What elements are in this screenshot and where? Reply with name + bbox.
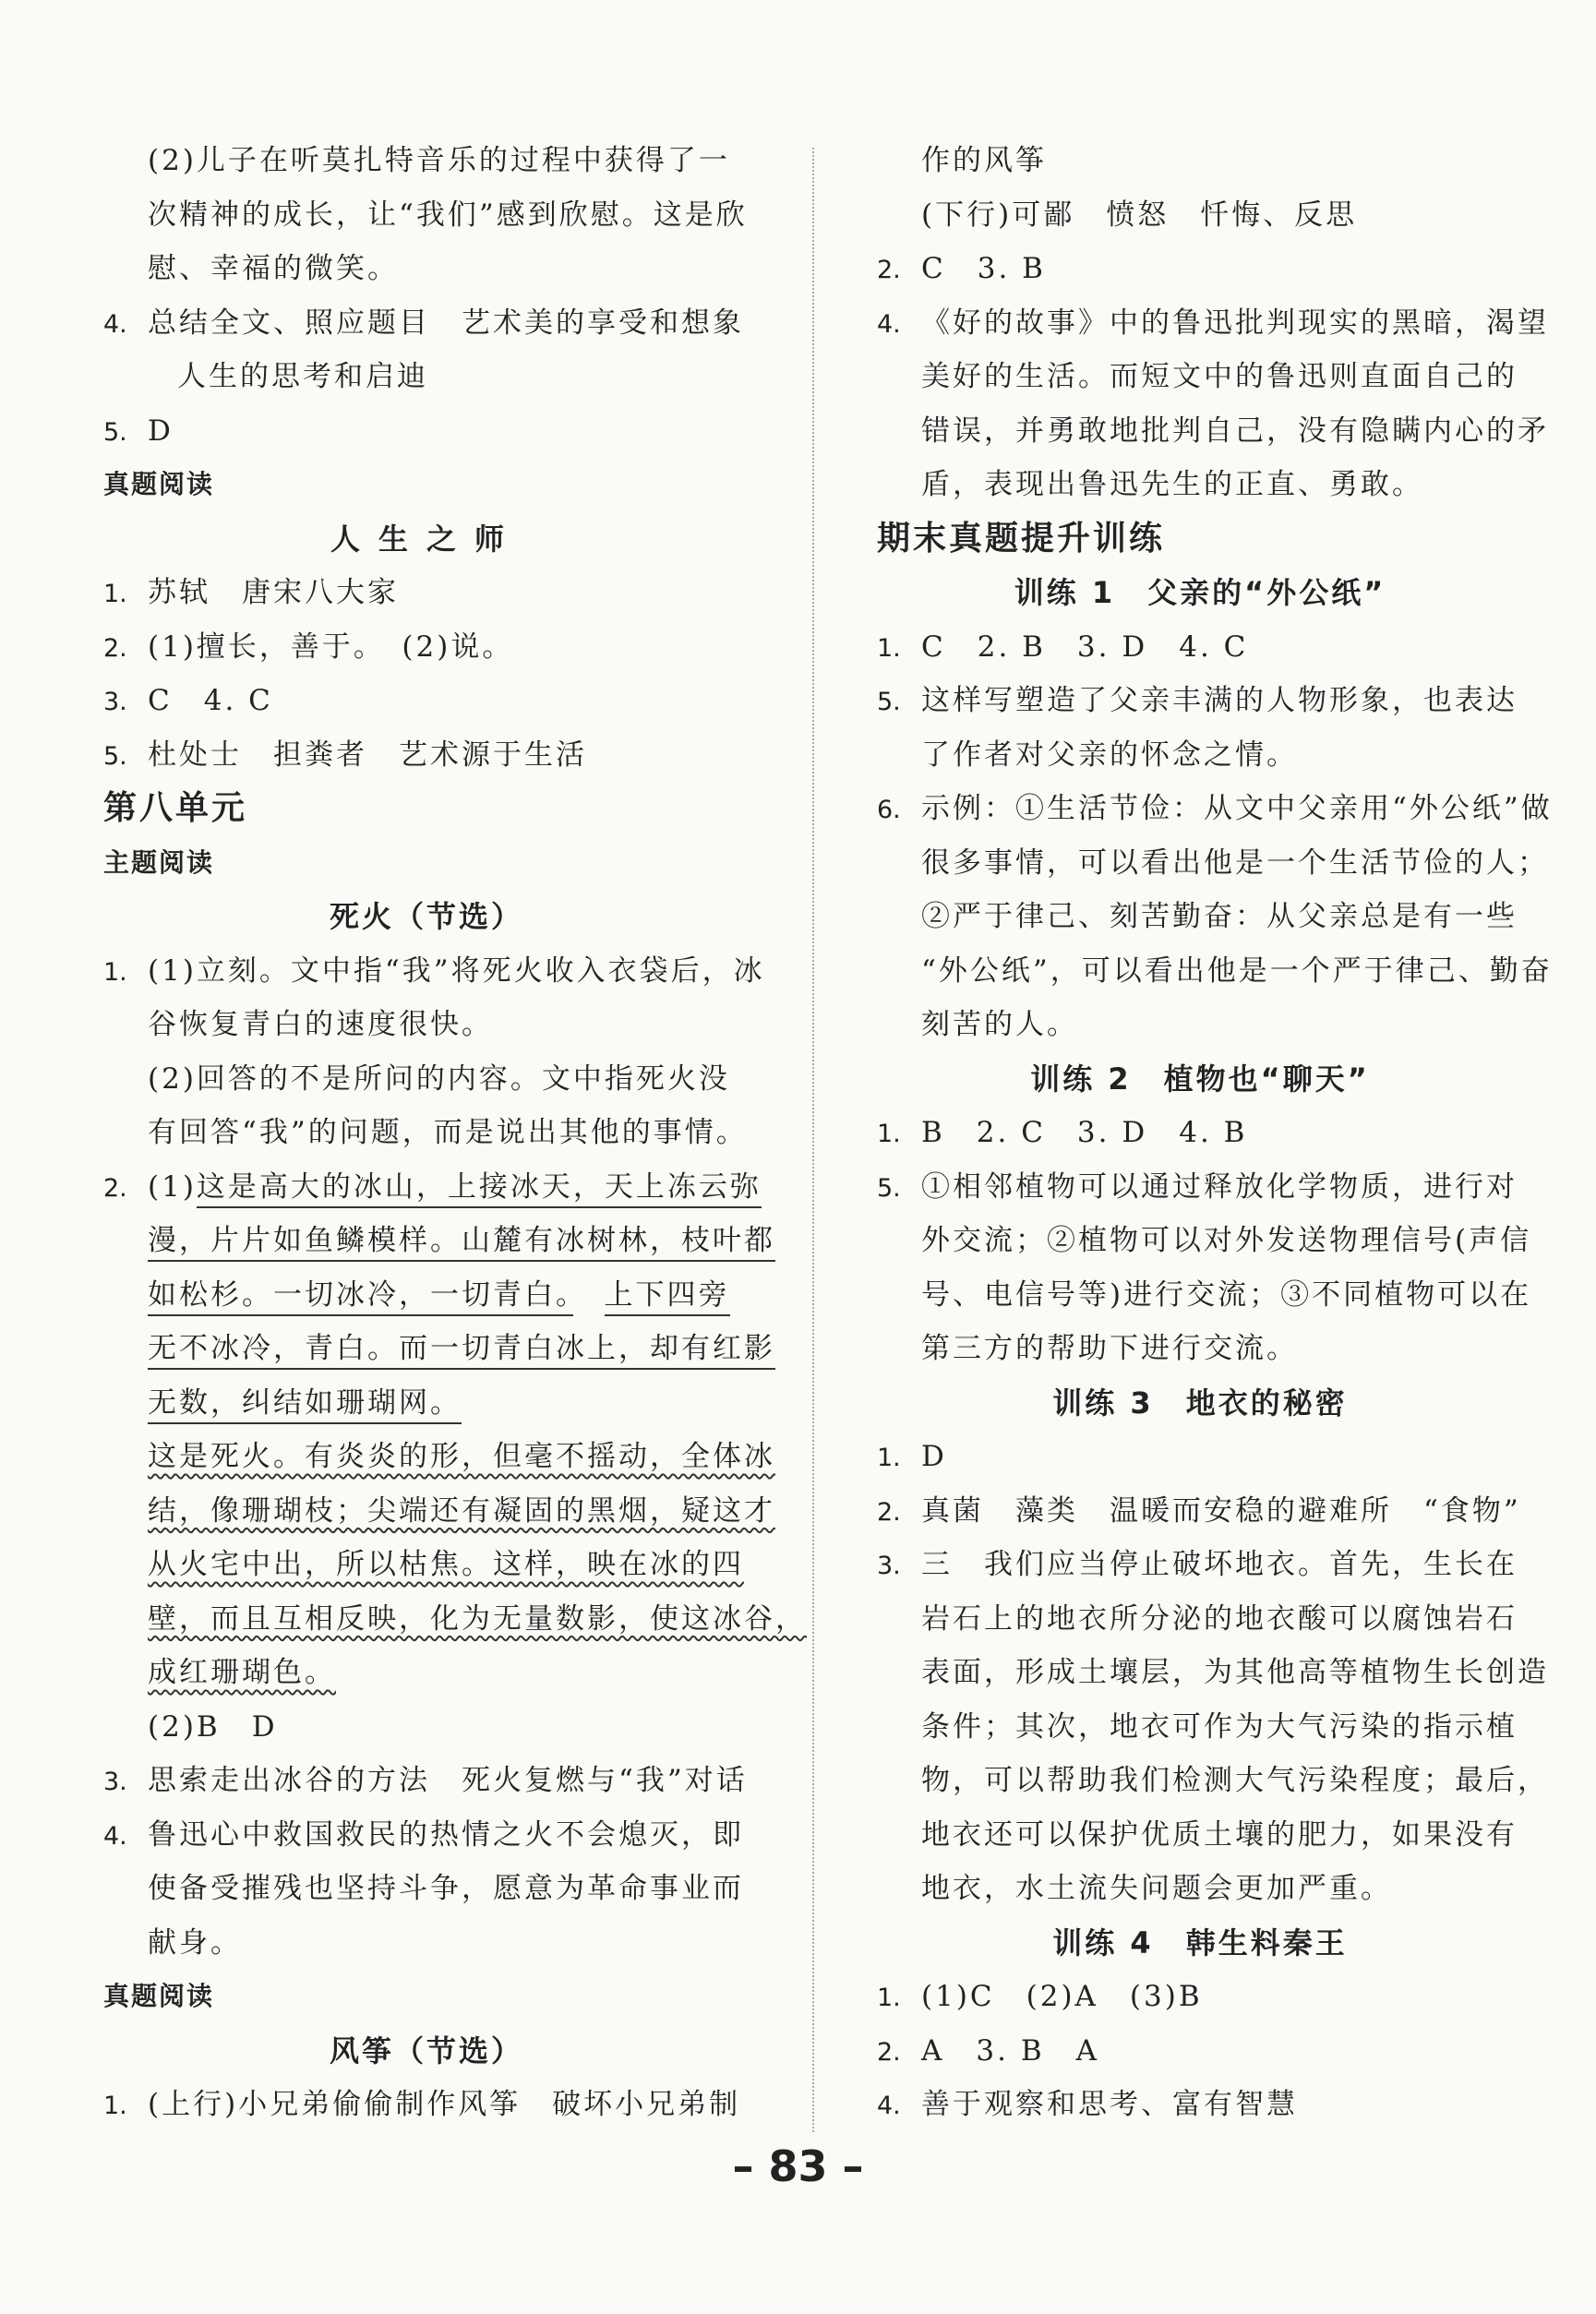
answer-text: 地衣，水土流失问题会更加严重。 <box>921 1872 1392 1905</box>
answer-text: 外交流；②植物可以对外发送物理信号(声信 <box>921 1224 1532 1257</box>
answer-item <box>103 674 750 728</box>
answer-text: (2)回答的不是所问的内容。文中指死火没 <box>148 1061 730 1096</box>
answer-item <box>877 674 1523 728</box>
answer-item <box>877 242 1523 296</box>
underlined-text: 无不冰冷，青白。而一切青白冰上，却有红影 <box>148 1332 775 1370</box>
training-title: 训练 3 地衣的秘密 <box>1052 1385 1348 1421</box>
answer-text: C 4. C <box>148 684 273 717</box>
item-number: 4. <box>877 309 901 339</box>
item-number: 3. <box>103 1768 127 1796</box>
wavy-underlined-text: 结，像珊瑚枝；尖端还有凝固的黑烟，疑这才 <box>148 1493 775 1528</box>
section-heading: 真题阅读 <box>103 469 215 499</box>
answer-text: “外公纸”，可以看出他是一个严于律己、勤奋 <box>921 953 1553 988</box>
answer-text: 很多事情，可以看出他是一个生活节俭的人； <box>921 845 1549 880</box>
answer-item <box>103 566 750 620</box>
section-heading: 主题阅读 <box>103 846 215 878</box>
item-number: 5. <box>877 688 901 716</box>
answer-text: (下行)可鄙 愤怒 忏悔、反思 <box>921 198 1358 232</box>
answer-text: (1)擅长，善于。 (2)说。 <box>148 629 514 664</box>
item-number: 5. <box>877 1173 901 1203</box>
answer-text: 这样写塑造了父亲丰满的人物形象，也表达 <box>921 684 1518 717</box>
item-number: 1. <box>103 580 127 608</box>
answer-item <box>103 620 750 675</box>
answer-text: 错误，并勇敢地批判自己，没有隐瞒内心的矛 <box>921 414 1549 448</box>
answer-item <box>877 1538 1523 1592</box>
wavy-underlined-text: 成红珊瑚色。 <box>148 1656 336 1689</box>
item-number: 1. <box>877 1444 901 1472</box>
answer-text: 地衣还可以保护优质土壤的肥力，如果没有 <box>921 1817 1518 1852</box>
answer-line <box>103 1430 775 1484</box>
underlined-text: 无数，纠结如珊瑚网。 <box>148 1386 462 1424</box>
answer-item <box>877 2024 1523 2079</box>
answer-text: ①相邻植物可以通过释放化学物质，进行对 <box>921 1169 1518 1204</box>
answer-text: 美好的生活。而短文中的鲁迅则直面自己的 <box>921 360 1518 393</box>
answer-text: 总结全文、照应题目 艺术美的享受和想象 <box>148 306 744 340</box>
answer-text: 盾，表现出鲁迅先生的正直、勇敢。 <box>921 468 1423 501</box>
answer-text: 物，可以帮助我们检测大气污染程度；最后， <box>921 1764 1549 1797</box>
item-number: 2. <box>103 1173 127 1203</box>
answer-text: 人生的思考和启迪 <box>177 360 428 393</box>
item-number: 1. <box>877 633 901 663</box>
answer-text: 使备受摧残也坚持斗争，愿意为革命事业而 <box>148 1872 744 1905</box>
answer-text: (上行)小兄弟偷偷制作风筝 破坏小兄弟制 <box>148 2088 741 2121</box>
wavy-underlined-text: 从火宅中出，所以枯焦。这样，映在冰的四 <box>148 1548 744 1581</box>
answer-item <box>103 1808 750 1863</box>
answer-text: (1)C (2)A (3)B <box>921 1980 1203 2013</box>
answer-item <box>103 728 750 783</box>
answer-text: D <box>148 414 174 448</box>
passage-title: 死火（节选） <box>329 899 523 934</box>
answer-line <box>103 1538 750 1592</box>
answer-line <box>103 1646 750 1700</box>
answer-item <box>103 2078 750 2132</box>
answer-text: D <box>921 1440 947 1473</box>
wavy-underlined-text: 壁，而且互相反映，化为无量数影，使这冰谷， <box>148 1601 807 1636</box>
answer-text: B 2. C 3. D 4. B <box>921 1116 1248 1149</box>
wavy-underlined-text: 这是死火。有炎炎的形，但毫不摇动，全体冰 <box>148 1440 775 1473</box>
answer-line <box>103 1376 750 1431</box>
answer-item <box>877 1970 1523 2024</box>
answer-text: 表面，形成土壤层，为其他高等植物生长创造 <box>921 1656 1549 1689</box>
answer-text: 真菌 藻类 温暖而安稳的避难所 “食物” <box>921 1493 1521 1528</box>
passage-title: 风筝（节选） <box>329 2032 523 2068</box>
answer-text: 第三方的帮助下进行交流。 <box>921 1332 1298 1365</box>
answer-text: 号、电信号等)进行交流；③不同植物可以在 <box>921 1277 1532 1312</box>
answer-item <box>103 404 750 459</box>
answer-item <box>877 782 1553 836</box>
answer-text: 献身。 <box>148 1925 242 1960</box>
answer-text: 岩石上的地衣所分泌的地衣酸可以腐蚀岩石 <box>921 1601 1518 1636</box>
training-title: 训练 1 父亲的“外公纸” <box>1014 575 1386 610</box>
answer-text: 示例：①生活节俭：从文中父亲用“外公纸”做 <box>921 792 1553 825</box>
answer-line <box>103 1484 775 1539</box>
item-number: 4. <box>877 2092 901 2120</box>
item-number: 3. <box>877 1552 901 1580</box>
answer-text: 思索走出冰谷的方法 死火复燃与“我”对话 <box>148 1764 748 1797</box>
underlined-text: 这是高大的冰山，上接冰天，天上冻云弥 <box>197 1170 762 1208</box>
item-number: 1. <box>877 1120 901 1148</box>
answer-line <box>103 1268 750 1323</box>
answer-item <box>103 1754 750 1808</box>
answer-text: 刻苦的人。 <box>921 1008 1078 1041</box>
answer-item <box>877 1160 1523 1215</box>
item-number: 3. <box>103 688 127 716</box>
unit-heading: 期末真题提升训练 <box>877 519 1166 558</box>
underlined-text: 漫，片片如鱼鳞模样。山麓有冰树林，枝叶都 <box>148 1224 775 1262</box>
answer-text: 了作者对父亲的怀念之情。 <box>921 737 1298 772</box>
left-column <box>103 134 807 2132</box>
answer-text: 作的风筝 <box>921 144 1047 177</box>
item-number: 1. <box>103 2092 127 2120</box>
answer-text: (2)儿子在听莫扎特音乐的过程中获得了一 <box>148 144 730 177</box>
answer-text: 苏轼 唐宋八大家 <box>148 576 399 609</box>
answer-text: 善于观察和思考、富有智慧 <box>921 2088 1298 2121</box>
answer-item <box>877 620 1523 675</box>
answer-text: A 3. B A <box>921 2033 1099 2068</box>
item-number: 6. <box>877 796 901 824</box>
sub-label: (1) <box>148 1169 197 1204</box>
answer-text: C 2. B 3. D 4. C <box>921 629 1249 664</box>
item-number: 1. <box>103 957 127 987</box>
answer-text: ②严于律己、刻苦勤奋：从父亲总是有一些 <box>921 900 1518 933</box>
item-number: 2. <box>877 1497 901 1527</box>
answer-text: 《好的故事》中的鲁迅批判现实的黑暗，渴望 <box>921 306 1549 340</box>
answer-item <box>877 296 1549 351</box>
answer-item <box>877 1106 1523 1160</box>
answer-line <box>103 1592 807 1647</box>
answer-item <box>103 296 750 351</box>
answer-text: (2)B D <box>148 1709 278 1744</box>
passage-title: 人生之师 <box>330 521 522 557</box>
answer-text: (1)立刻。文中指“我”将死火收入衣袋后，冰 <box>148 953 765 988</box>
answer-text: 慰、幸福的微笑。 <box>148 252 399 285</box>
column-divider <box>812 148 814 2132</box>
unit-heading: 第八单元 <box>103 789 248 827</box>
item-number: 5. <box>103 417 127 447</box>
item-number: 2. <box>877 256 901 284</box>
answer-text: 鲁迅心中救国救民的热情之火不会熄灭，即 <box>148 1817 744 1852</box>
right-column <box>877 134 1553 2132</box>
training-title: 训练 4 韩生料秦王 <box>1052 1924 1348 1960</box>
item-number: 1. <box>877 1984 901 2012</box>
answer-item <box>877 2078 1523 2132</box>
answer-item <box>877 1430 1523 1484</box>
item-number: 2. <box>877 2037 901 2067</box>
item-number: 2. <box>103 633 127 663</box>
item-number: 5. <box>103 741 127 771</box>
page-number: – 83 – <box>732 2141 864 2191</box>
answer-text: C 3. B <box>921 252 1046 285</box>
answer-text: 次精神的成长，让“我们”感到欣慰。这是欣 <box>148 198 748 232</box>
answer-text: 杜处士 担粪者 艺术源于生活 <box>148 737 587 772</box>
answer-text: 条件；其次，地衣可作为大气污染的指示植 <box>921 1709 1518 1744</box>
section-heading: 真题阅读 <box>103 1981 215 2011</box>
answer-text: 有回答“我”的问题，而是说出其他的事情。 <box>148 1116 748 1149</box>
answer-line <box>103 1214 775 1268</box>
answer-item <box>877 1484 1523 1539</box>
underlined-text: 如松杉。一切冰冷，一切青白。 <box>148 1278 573 1316</box>
underlined-text: 上下四旁 <box>605 1278 730 1316</box>
training-title: 训练 2 植物也“聊天” <box>1030 1061 1370 1097</box>
answer-item <box>103 1160 762 1215</box>
answer-text: 谷恢复青白的速度很快。 <box>148 1008 493 1041</box>
item-number: 4. <box>103 309 127 339</box>
answer-line <box>103 1322 775 1376</box>
answer-item <box>103 944 765 999</box>
item-number: 4. <box>103 1821 127 1851</box>
answer-text: 三 我们应当停止破坏地衣。首先，生长在 <box>921 1548 1518 1581</box>
